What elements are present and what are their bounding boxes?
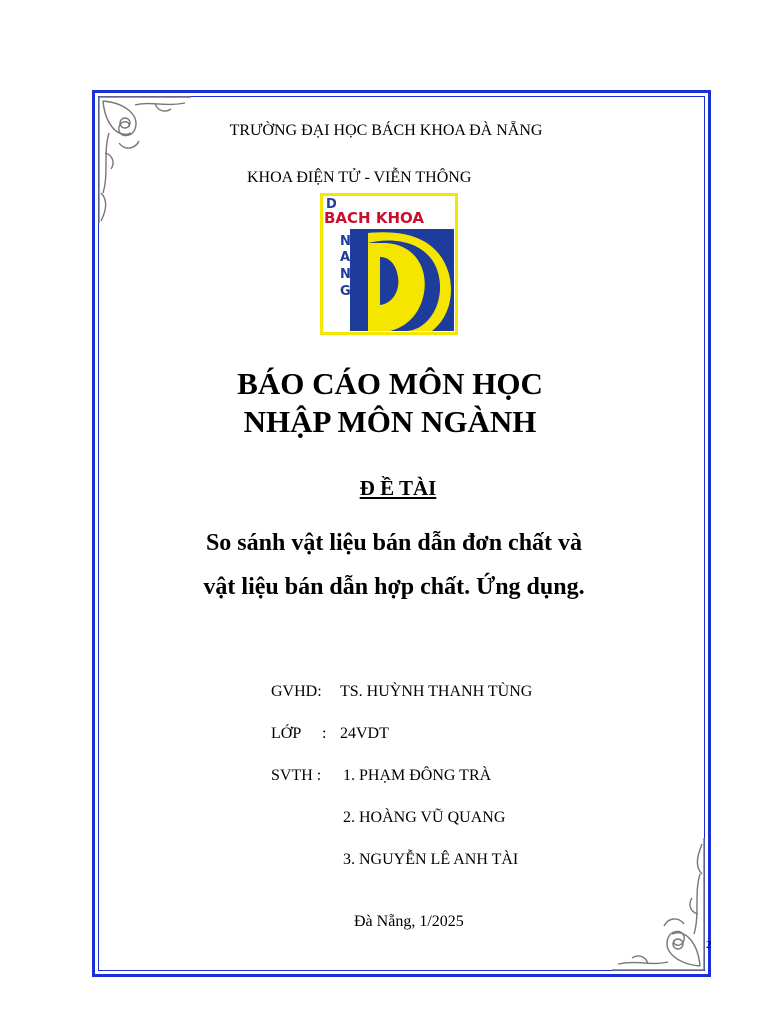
logo-letter-d: D: [326, 197, 337, 212]
student-1: 1. PHẠM ĐÔNG TRÀ: [343, 767, 492, 784]
lop-label: LỚP: [271, 725, 302, 742]
topic-line1: So sánh vật liệu bán dẫn đơn chất và: [205, 530, 583, 556]
faculty-name: KHOA ĐIỆN TỬ - VIỄN THÔNG: [247, 169, 472, 186]
school-name: TRƯỜNG ĐẠI HỌC BÁCH KHOA ĐÀ NẴNG: [229, 122, 543, 139]
report-title-line2: NHẬP MÔN NGÀNH: [243, 404, 537, 439]
corner-ornament-top-left: [95, 93, 195, 228]
bach-khoa-logo: [320, 193, 458, 335]
logo-letter: N: [340, 267, 351, 282]
student-2: 2. HOÀNG VŨ QUANG: [343, 809, 506, 826]
topic-line2: vật liệu bán dẫn hợp chất. Ứng dụng.: [203, 574, 585, 600]
logo-letter: A: [340, 250, 351, 265]
lop-value: 24VDT: [340, 725, 389, 742]
svth-label: SVTH :: [271, 767, 322, 784]
corner-ornament-bottom-right: [608, 832, 708, 974]
report-title-line1: BÁO CÁO MÔN HỌC: [237, 366, 543, 401]
gvhd-value: TS. HUỲNH THANH TÙNG: [340, 683, 533, 700]
topic-label: Đ Ề TÀI: [359, 476, 437, 500]
logo-bachkhoa: BACH KHOA: [324, 209, 424, 227]
logo-letter: N: [340, 234, 351, 249]
gvhd-label: GVHD:: [271, 683, 322, 700]
lop-separator: :: [322, 725, 327, 742]
logo-letter: G: [340, 284, 351, 299]
page-number: 2: [706, 939, 712, 951]
place-date: Đà Nẵng, 1/2025: [354, 913, 464, 930]
student-3: 3. NGUYỄN LÊ ANH TÀI: [343, 851, 519, 868]
